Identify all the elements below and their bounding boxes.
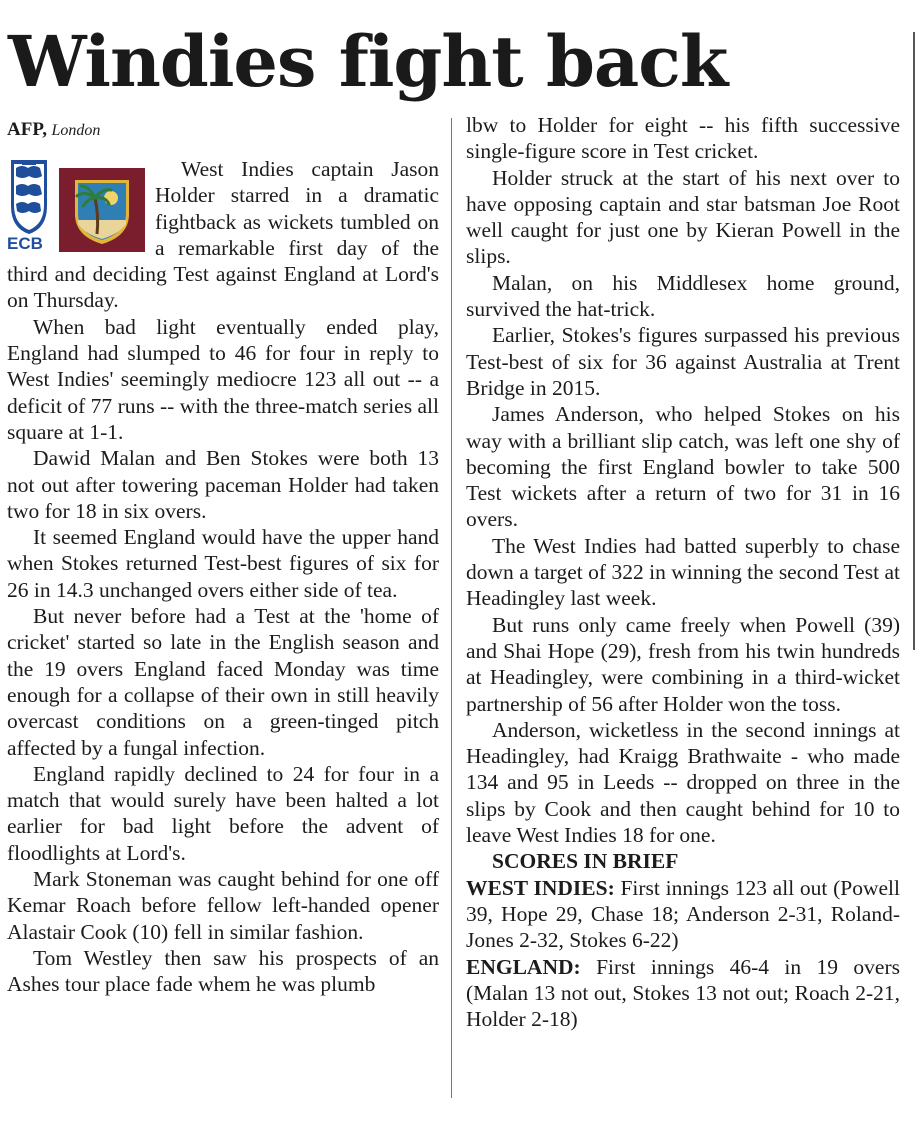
article-column-left xyxy=(7,112,439,998)
paragraph: James Anderson, who helped Stokes on his way with a brilliant slip catch, was left one shy of becoming the first England bowler to take 500 Test wickets after a return of two for 31 in 16 overs. xyxy=(466,402,900,532)
paragraph: Earlier, Stokes's figures surpassed his previous Test-best of six for 36 against Australia at Trent Bridge in 2015. xyxy=(466,323,900,400)
scores-england-text: First innings 46-4 in 19 overs (Malan 13 not out, Stokes 13 not out; Roach 2-21, Holder 2-18) xyxy=(466,954,900,1032)
byline xyxy=(7,112,439,142)
article-column-right xyxy=(466,112,900,1032)
ecb-label: ECB xyxy=(7,234,43,253)
paragraph: Malan, on his Middlesex home ground, survived the hat-trick. xyxy=(466,270,900,322)
page-edge-rule xyxy=(913,32,915,650)
column-divider xyxy=(451,118,452,1098)
scores-team-england: ENGLAND: xyxy=(466,954,581,979)
byline-place: London xyxy=(51,122,101,139)
paragraph: Mark Stoneman was caught behind for one off Kemar Roach before fellow left-handed opener Alastair Cook (10) fell in similar fashion. xyxy=(7,867,439,944)
paragraph: Dawid Malan and Ben Stokes were both 13 not out after towering paceman Holder had taken two for 18 in six overs. xyxy=(7,446,439,523)
paragraph: But runs only came freely when Powell (39) and Shai Hope (29), fresh from his twin hundreds at Headingley, were combining in a third-wicket partnership of 56 after Holder won the toss. xyxy=(466,612,900,716)
scores-west-indies xyxy=(466,875,900,954)
paragraph: West Indies captain Jason Holder starred in a dramatic fightback as wickets tumbled on a remarkable first day of the third and deciding Test against England at Lord's on Thursday. xyxy=(7,157,439,313)
paragraph: Anderson, wicketless in the second innings at Headingley, had Kraigg Brathwaite - who made 134 and 95 in Leeds -- dropped on three in the slips by Cook and then caught behind for 10 to leave West Indies 18 for one. xyxy=(466,717,900,848)
west-indies-palm-crest-icon xyxy=(59,168,145,252)
paragraph: The West Indies had batted superbly to chase down a target of 322 in winning the second Test at Headingley last week. xyxy=(466,533,900,611)
paragraph-continuation: lbw to Holder for eight -- his fifth successive single-figure score in Test cricket. xyxy=(466,113,900,164)
paragraph: Tom Westley then saw his prospects of an Ashes tour place fade whem he was plumb xyxy=(7,945,439,997)
scores-england xyxy=(466,954,900,1033)
paragraph: Holder struck at the start of his next over to have opposing captain and star batsman Joe Root well caught for just one by Kieran Powell in the slips. xyxy=(466,165,900,269)
byline-agency: AFP, xyxy=(7,119,47,140)
scores-heading: SCORES IN BRIEF xyxy=(492,849,679,874)
paragraph: But never before had a Test at the 'home of cricket' started so late in the English season and the 19 overs England faced Monday was time enough for a collapse of their own in still heavily overcast conditions on a green-tinged pitch affected by a fungal infection. xyxy=(7,604,439,760)
scores-west-indies-text: First innings 123 all out (Powell 39, Hope 29, Chase 18; Anderson 2-31, Roland-Jones 2-32, Stokes 6-22) xyxy=(466,875,900,953)
logo-group xyxy=(7,158,147,252)
paragraph: When bad light eventually ended play, England had slumped to 46 for four in reply to West Indies' seemingly mediocre 123 all out -- a deficit of 77 runs -- with the three-match series all square at 1-1. xyxy=(7,314,439,444)
paragraph: It seemed England would have the upper hand when Stokes returned Test-best figures of six for 26 in 14.3 unchanged overs either side of tea. xyxy=(7,525,439,602)
headline: Windies fight back xyxy=(8,20,728,103)
scores-team-west-indies: WEST INDIES: xyxy=(466,875,615,900)
paragraph: England rapidly declined to 24 for four in a match that would surely have been halted a lot earlier for bad light before the advent of floodlights at Lord's. xyxy=(7,761,439,865)
